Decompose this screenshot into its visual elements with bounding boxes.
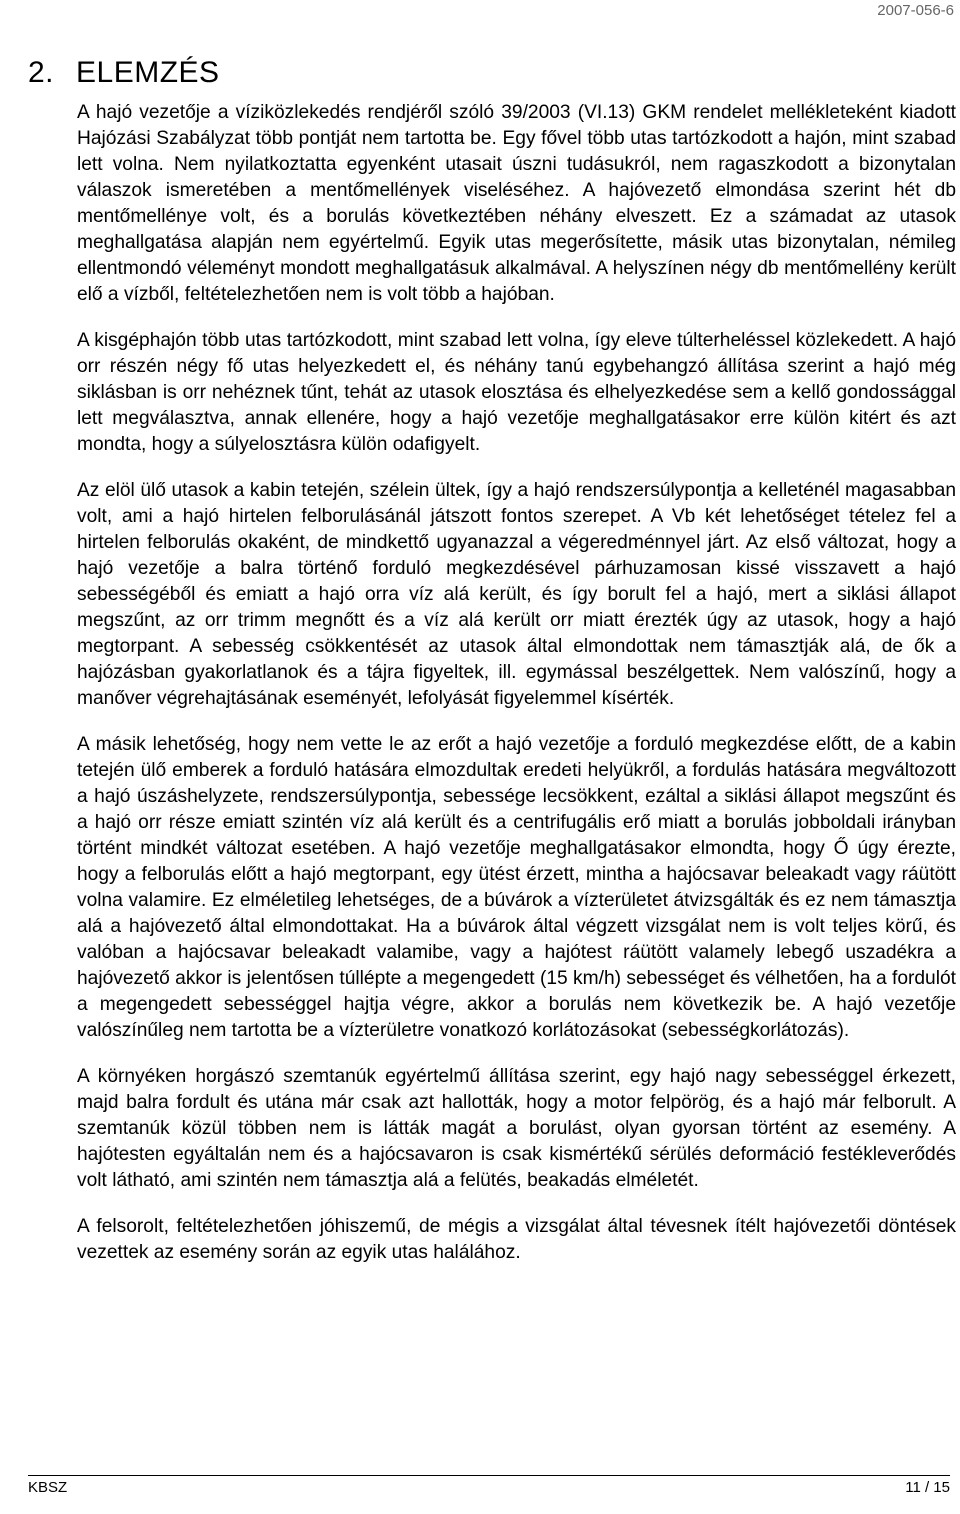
paragraph-4: A másik lehetőség, hogy nem vette le az erőt a hajó vezetője a forduló megkezdése előtt, de a kabin tetején ülő emberek a forduló hatására elmozdultak eredeti helyükről, a fordulás hatására megváltozott a hajó úszáshelyzete, rendszersúlypontja, sebessége lecsökkent, ezáltal a siklási állapot megszűnt és a hajó orr része emiatt szintén víz alá került és a centrifugális erő miatt a borulás jobboldali irányban történt mindkét változat esetében. A hajó vezetője meghallgatásakor elmondta, hogy Ő úgy érezte, hogy a felborulás előtt a hajó megtorpant, egy ütést érzett, mintha a hajócsavar beleakadt vagy ráütött volna valamire. Ez elméletileg lehetséges, de a búvárok a vízterületet átvizsgálták és ez nem támasztja alá a hajóvezető által elmondottakat. Ha a búvárok által végzett vizsgálat nem is volt teljes körű, és valóban a hajócsavar beleakadt valamibe, vagy a hajótest ráütött valamely lebegő uszadékra a hajóvezető akkor is jelentősen túllépte a megengedett (15 km/h) sebességet és vélhetően, ha a fordulót a megengedett sebességgel hajtja végre, akkor a borulás nem következik be. A hajó vezetője valószínűleg nem tartotta be a vízterületre vonatkozó korlátozásokat (sebességkorlátozás). xyxy=(77,734,956,1041)
section-title: ELEMZÉS xyxy=(76,56,220,89)
section-heading xyxy=(28,56,220,90)
page-number: 11 / 15 xyxy=(905,1479,950,1496)
document-body xyxy=(77,100,956,1286)
paragraph-2: A kisgéphajón több utas tartózkodott, mint szabad lett volna, így eleve túlterheléssel közlekedett. A hajó orr részén négy fő utas helyezkedett el, és néhány tanú egybehangzó állítása szerint a hajó még siklásban is orr nehéznek tűnt, tehát az utasok elosztása és elhelyezkedése sem a kellő gondossággal lett megválasztva, annak ellenére, hogy a hajó vezetője meghallgatásakor erre külön kitért és azt mondta, hogy a súlyelosztásra külön odafigyelt. xyxy=(77,330,956,455)
footer-org: KBSZ xyxy=(28,1479,68,1496)
document-id: 2007-056-6 xyxy=(877,2,954,19)
paragraph-5: A környéken horgászó szemtanúk egyértelmű állítása szerint, egy hajó nagy sebességgel érkezett, majd balra fordult és utána már csak azt hallották, hogy a motor felpörög, és a hajó már felborult. A szemtanúk közül többen nem is látták magát a borulást, olyan gyorsan történt az esemény. A hajótesten egyáltalán nem és a hajócsavaron is csak kismértékű sérülés deformáció festékleverődés volt látható, ami szintén nem támasztja alá a felütés, beakadás elméletét. xyxy=(77,1066,956,1191)
paragraph-1: A hajó vezetője a víziközlekedés rendjéről szóló 39/2003 (VI.13) GKM rendelet mellékleteként kiadott Hajózási Szabályzat több pontját nem tartotta be. Egy fővel több utas tartózkodott a hajón, mint szabad lett volna. Nem nyilatkoztatta egyenként utasait úszni tudásukról, nem ragaszkodott a bizonytalan válaszok ismeretében a mentőmellények viseléséhez. A hajóvezető elmondása szerint hét db mentőmellénye volt, és a borulás következtében néhány elveszett. Ez a számadat az utasok meghallgatása alapján nem egyértelmű. Egyik utas megerősítette, másik utas bizonytalan, némileg ellentmondó véleményt mondott meghallgatásuk alkalmával. A helyszínen négy db mentőmellény került elő a vízből, feltételezhetően nem is volt több a hajóban. xyxy=(77,102,956,305)
paragraph-3: Az elöl ülő utasok a kabin tetején, szélein ültek, így a hajó rendszersúlypontja a kelleténél magasabban volt, ami a hajó hirtelen felborulásánál játszott fontos szerepet. A Vb két lehetőséget tételez fel a hirtelen felborulás okaként, de mindkettő ugyanazzal a végeredménnyel járt. Az első változat, hogy a hajó vezetője a balra történő forduló megkezdésével párhuzamosan kissé visszavett a hajó sebességéből és emiatt a hajó orra víz alá került, és így borult fel a hajó, mert a siklási állapot megszűnt, az orr trimm megnőtt és a víz alá került orr miatt érezték úgy az utasok, hogy a hajó megtorpant. A sebesség csökkentését az utasok által elmondottak nem támasztják alá, de ők a hajózásban gyakorlatlanok és a tájra figyeltek, ill. egymással beszélgettek. Nem valószínű, hogy a manőver végrehajtásának eseményét, lefolyását figyelemmel kísérték. xyxy=(77,480,956,709)
section-number: 2. xyxy=(28,56,55,89)
page-footer xyxy=(28,1475,950,1496)
paragraph-6: A felsorolt, feltételezhetően jóhiszemű, de mégis a vizsgálat által tévesnek ítélt hajóvezetői döntések vezettek az esemény során az egyik utas halálához. xyxy=(77,1216,956,1263)
